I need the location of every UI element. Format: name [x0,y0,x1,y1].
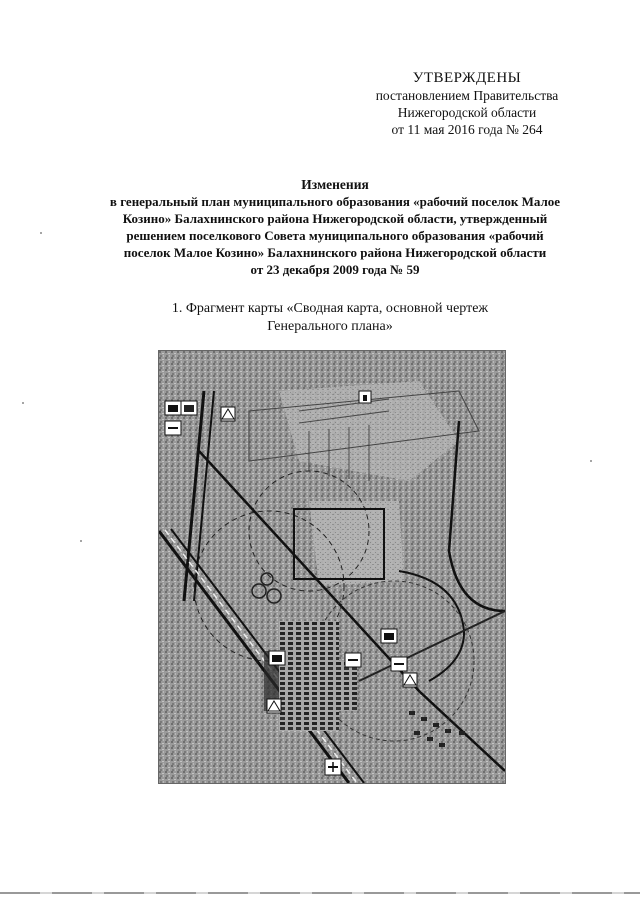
document-title [70,176,600,278]
title-line-5: поселок Малое Козино» Балахнинского района Нижегородской области [123,245,547,260]
scan-edge-line [0,892,640,894]
approval-block [352,70,582,138]
factory-icon [381,629,397,643]
factory-icon [269,651,285,665]
warning-triangle-icon [267,699,281,713]
fragment-caption [120,300,540,336]
approval-line-date: от 11 мая 2016 года № 264 [391,122,543,137]
scan-speck [22,402,24,404]
title-heading: Изменения [301,177,369,192]
scan-speck [590,460,592,462]
building-icon [359,391,371,403]
building-icon [165,421,181,435]
scan-speck [80,540,82,542]
approval-heading: УТВЕРЖДЕНЫ [412,70,522,86]
warning-triangle-icon [221,407,235,421]
fragment-caption-line-1: 1. Фрагмент карты «Сводная карта, основной чертеж [171,301,489,316]
scan-speck [40,232,42,234]
title-line-2: в генеральный план муниципального образования «рабочий поселок Малое [109,194,561,209]
map-drawing [159,351,505,783]
approval-line-region: Нижегородской области [397,105,537,120]
title-line-3: Козино» Балахнинского района Нижегородской области, утвержденный [122,211,548,226]
building-icon [325,759,341,775]
factory-icon [181,401,197,415]
title-line-4: решением поселкового Совета муниципального образования «рабочий [126,228,544,243]
fragment-caption-line-2: Генерального плана» [267,319,393,334]
building-icon [345,653,361,667]
factory-icon [165,401,181,415]
warning-triangle-icon [403,673,417,687]
approval-line-resolution: постановлением Правительства [375,88,559,103]
map-fragment [158,350,506,784]
building-icon [391,657,407,671]
title-line-6: от 23 декабря 2009 года № 59 [250,262,420,277]
